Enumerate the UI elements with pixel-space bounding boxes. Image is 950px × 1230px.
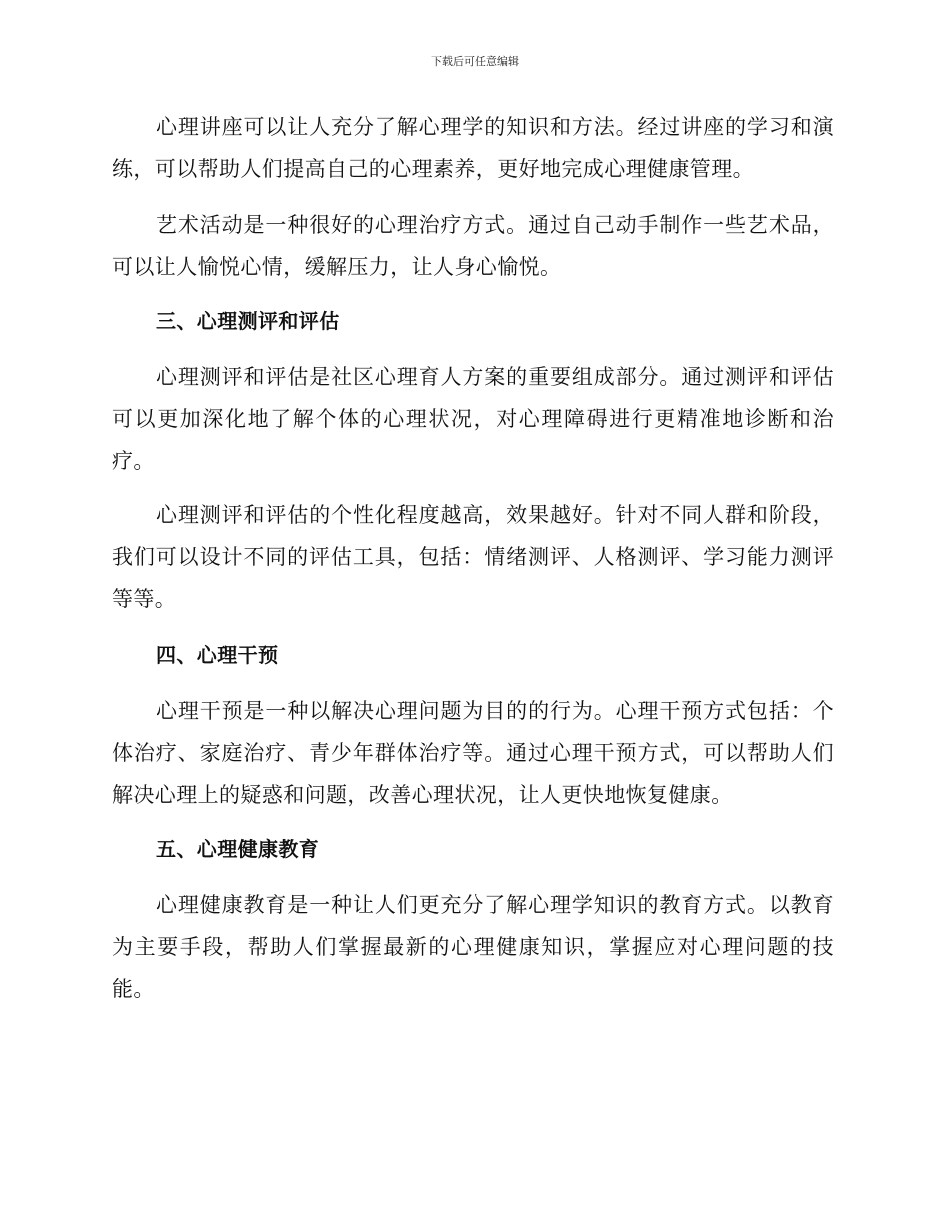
- paragraph-art-activities: 艺术活动是一种很好的心理治疗方式。通过自己动手制作一些艺术品，可以让人愉悦心情，缓解压力，让人身心愉悦。: [112, 213, 834, 279]
- paragraph-assessment-personalization: 心理测评和评估的个性化程度越高，效果越好。针对不同人群和阶段，我们可以设计不同的评估工具，包括：情绪测评、人格测评、学习能力测评等等。: [112, 503, 834, 611]
- paragraph-assessment-intro: 心理测评和评估是社区心理育人方案的重要组成部分。通过测评和评估可以更加深化地了解个体的心理状况，对心理障碍进行更精准地诊断和治疗。: [112, 365, 834, 473]
- section-heading-assessment: 三、心理测评和评估: [156, 309, 340, 333]
- paragraph-lectures: 心理讲座可以让人充分了解心理学的知识和方法。经过讲座的学习和演练，可以帮助人们提高自己的心理素养，更好地完成心理健康管理。: [112, 115, 834, 181]
- page-header-note: 下载后可任意编辑: [431, 55, 519, 68]
- paragraph-intervention: 心理干预是一种以解决心理问题为目的的行为。心理干预方式包括：个体治疗、家庭治疗、青少年群体治疗等。通过心理干预方式，可以帮助人们解决心理上的疑惑和问题，改善心理状况，让人更快地恢复健康。: [112, 699, 834, 807]
- section-heading-intervention: 四、心理干预: [156, 643, 279, 667]
- section-heading-education: 五、心理健康教育: [156, 837, 320, 861]
- paragraph-education: 心理健康教育是一种让人们更充分了解心理学知识的教育方式。以教育为主要手段，帮助人们掌握最新的心理健康知识，掌握应对心理问题的技能。: [112, 893, 834, 1001]
